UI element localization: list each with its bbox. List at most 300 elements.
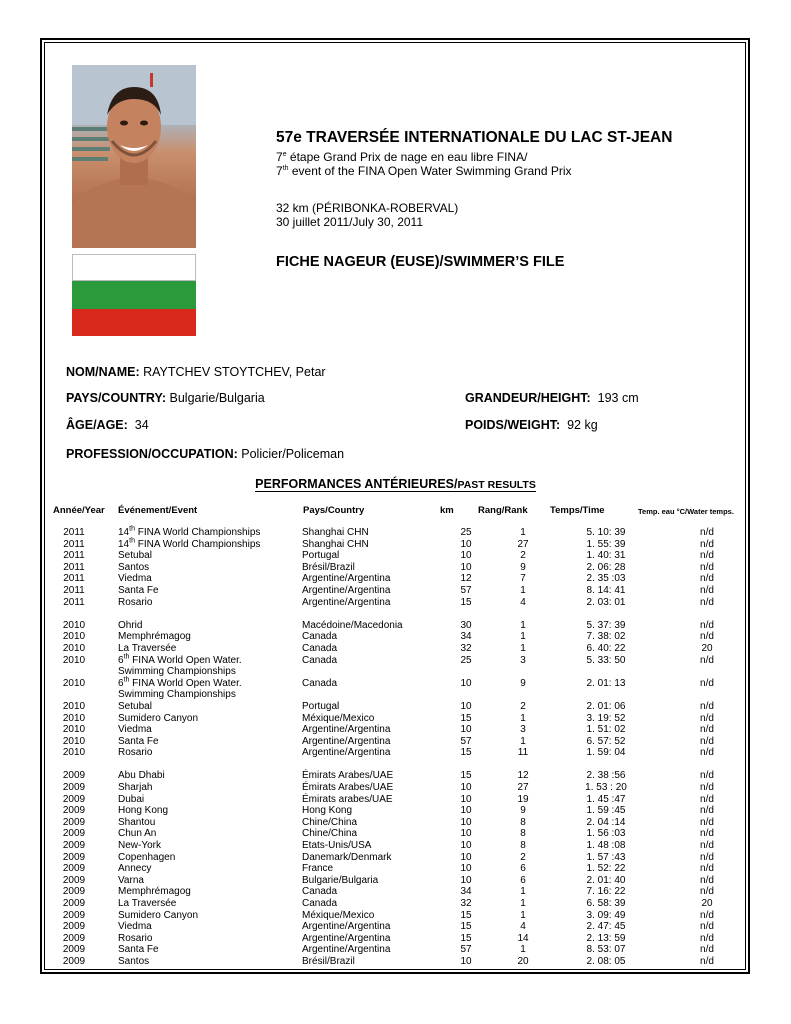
cell-country: Émirats Arabes/UAE — [302, 770, 394, 782]
cell-water-temp: n/d — [700, 527, 714, 538]
col-header-event: Événement/Event — [118, 505, 198, 516]
cell-time: 6. 58: 39 — [586, 898, 626, 909]
cell-water-temp: n/d — [700, 596, 714, 608]
cell-rank: 3 — [520, 654, 526, 666]
cell-year: 2009 — [62, 828, 86, 840]
event-title: 57e TRAVERSÉE INTERNATIONALE DU LAC ST-JEAN — [276, 129, 673, 146]
cell-time: 2. 35 :03 — [586, 573, 626, 585]
cell-time: 5. 33: 50 — [586, 654, 626, 666]
table-row — [50, 631, 764, 643]
table-row — [50, 678, 764, 701]
cell-km: 10 — [460, 677, 472, 689]
cell-country: Brésil/Brazil — [302, 955, 355, 967]
cell-event: Santos — [118, 561, 150, 573]
cell-country: Danemark/Denmark — [302, 851, 392, 863]
table-row — [50, 770, 764, 782]
cell-km: 25 — [460, 654, 472, 666]
cell-year: 2011 — [63, 573, 85, 585]
cell-rank: 2 — [520, 550, 526, 562]
bulgaria-flag — [72, 254, 196, 336]
cell-event: Memphrémagog — [118, 886, 191, 898]
cell-time: 1. 57 :43 — [586, 851, 626, 863]
cell-km: 10 — [460, 851, 472, 863]
cell-rank: 20 — [517, 955, 529, 967]
cell-time: 3. 19: 52 — [586, 712, 626, 724]
cell-water-temp: n/d — [700, 561, 714, 573]
cell-water-temp: n/d — [700, 863, 714, 875]
table-row — [50, 539, 764, 551]
cell-year: 2009 — [62, 863, 86, 875]
cell-rank: 4 — [520, 921, 526, 933]
cell-event: La Traversée — [118, 898, 177, 909]
cell-time: 2. 01: 06 — [586, 700, 626, 712]
table-row — [50, 701, 764, 713]
cell-year: 2011 — [63, 596, 85, 608]
cell-km: 10 — [460, 793, 472, 805]
cell-year: 2009 — [62, 932, 86, 944]
cell-country: Argentine/Argentina — [302, 596, 391, 608]
col-header-country: Pays/Country — [303, 505, 365, 516]
cell-country: Émirats Arabes/UAE — [302, 782, 394, 794]
table-row — [50, 585, 764, 597]
cell-event: Santos — [118, 955, 150, 967]
cell-event: Viedma — [118, 724, 152, 736]
cell-water-temp: n/d — [700, 944, 714, 956]
cell-km: 15 — [460, 747, 472, 759]
cell-rank: 14 — [517, 932, 529, 944]
cell-year: 2009 — [62, 921, 86, 933]
cell-rank: 1 — [520, 944, 526, 956]
flag-green-stripe — [72, 281, 196, 308]
table-row — [50, 620, 764, 632]
cell-time: 1. 59: 04 — [586, 747, 626, 759]
cell-rank: 1 — [520, 712, 526, 724]
cell-km: 10 — [460, 538, 472, 550]
cell-event: Abu Dhabi — [118, 770, 165, 782]
cell-rank: 27 — [517, 782, 529, 794]
cell-rank: 9 — [520, 805, 526, 817]
cell-water-temp: n/d — [700, 735, 714, 747]
col-header-water-temp: Temp. eau °C/Water temps. — [638, 507, 734, 516]
cell-time: 8. 53: 07 — [586, 944, 626, 956]
cell-water-temp: n/d — [700, 700, 714, 712]
cell-year: 2009 — [62, 851, 86, 863]
cell-rank: 1 — [520, 898, 526, 909]
col-header-rank: Rang/Rank — [478, 505, 528, 516]
event-date: 30 juillet 2011/July 30, 2011 — [276, 215, 423, 229]
table-row — [50, 852, 764, 864]
cell-water-temp: n/d — [700, 782, 714, 794]
event-subtitle-en: 7th event of the FINA Open Water Swimming Grand Prix — [276, 164, 572, 178]
cell-country: Canada — [302, 631, 338, 643]
cell-time: 7. 16: 22 — [586, 886, 626, 898]
cell-time: 2. 01: 13 — [586, 677, 626, 689]
cell-km: 34 — [460, 886, 472, 898]
cell-event: La Traversée — [118, 642, 177, 654]
cell-km: 10 — [460, 550, 472, 562]
col-header-year: Année/Year — [53, 505, 105, 516]
cell-year: 2010 — [62, 700, 86, 712]
cell-year: 2010 — [62, 712, 86, 724]
cell-km: 34 — [460, 631, 472, 643]
group-spacer — [50, 759, 764, 771]
table-row — [50, 840, 764, 852]
table-row — [50, 933, 764, 945]
cell-water-temp: n/d — [700, 874, 714, 886]
flag-white-stripe — [72, 254, 196, 281]
cell-km: 15 — [460, 770, 472, 782]
name-field: NOM/NAME: RAYTCHEV STOYTCHEV, Petar — [66, 365, 326, 379]
cell-km: 10 — [460, 863, 472, 875]
cell-country: Argentine/Argentina — [302, 735, 391, 747]
cell-time: 1. 40: 31 — [586, 550, 626, 562]
cell-event: Viedma — [118, 573, 152, 585]
cell-km: 12 — [460, 573, 472, 585]
cell-time: 5. 10: 39 — [586, 527, 626, 538]
cell-km: 32 — [460, 642, 472, 654]
cell-water-temp: n/d — [700, 550, 714, 562]
table-row — [50, 713, 764, 725]
table-row — [50, 655, 764, 678]
table-row — [50, 597, 764, 609]
cell-rank: 8 — [520, 816, 526, 828]
cell-time: 1. 45 :47 — [586, 793, 626, 805]
cell-km: 15 — [460, 932, 472, 944]
cell-event: 14th FINA World Championships — [118, 525, 261, 538]
cell-time: 8. 14: 41 — [586, 584, 626, 596]
cell-km: 10 — [460, 840, 472, 852]
cell-country: Méxique/Mexico — [302, 909, 375, 921]
cell-event: Shantou — [118, 816, 156, 828]
cell-rank: 3 — [520, 724, 526, 736]
cell-year: 2009 — [62, 909, 86, 921]
cell-country: France — [302, 863, 334, 875]
cell-water-temp: n/d — [700, 724, 714, 736]
cell-rank: 8 — [520, 840, 526, 852]
table-row — [50, 875, 764, 887]
table-row — [50, 527, 764, 539]
cell-water-temp: n/d — [700, 677, 714, 689]
cell-time: 6. 57: 52 — [586, 735, 626, 747]
cell-year: 2010 — [62, 631, 86, 643]
cell-country: Canada — [302, 677, 338, 689]
cell-time: 1. 59 :45 — [586, 805, 626, 817]
cell-time: 2. 04 :14 — [586, 816, 626, 828]
cell-event: Dubai — [118, 793, 145, 805]
table-row — [50, 956, 764, 968]
cell-country: Shanghai CHN — [302, 527, 369, 538]
cell-country: Canada — [302, 898, 338, 909]
occupation-field: PROFESSION/OCCUPATION: Policier/Policeman — [66, 447, 345, 461]
table-row — [50, 898, 764, 910]
table-row — [50, 643, 764, 655]
height-field: GRANDEUR/HEIGHT: 193 cm — [465, 391, 639, 405]
cell-country: Argentine/Argentina — [302, 584, 391, 596]
cell-year: 2009 — [62, 805, 86, 817]
cell-year: 2009 — [62, 955, 86, 967]
table-row — [50, 910, 764, 922]
cell-km: 10 — [460, 782, 472, 794]
cell-water-temp: n/d — [700, 538, 714, 550]
group-spacer — [50, 608, 764, 620]
cell-water-temp: n/d — [700, 631, 714, 643]
cell-km: 10 — [460, 816, 472, 828]
table-row — [50, 863, 764, 875]
cell-country: Hong Kong — [302, 805, 353, 817]
cell-country: Argentine/Argentina — [302, 932, 391, 944]
cell-rank: 1 — [520, 735, 526, 747]
cell-water-temp: 20 — [701, 898, 713, 909]
past-results-title: PERFORMANCES ANTÉRIEURES/PAST RESULTS — [255, 477, 536, 491]
cell-time: 5. 37: 39 — [586, 619, 626, 631]
cell-rank: 1 — [520, 584, 526, 596]
cell-km: 25 — [460, 527, 472, 538]
cell-km: 32 — [460, 898, 472, 909]
cell-year: 2009 — [62, 944, 86, 956]
cell-rank: 1 — [520, 527, 526, 538]
col-header-km: km — [440, 505, 454, 516]
cell-time: 7. 38: 02 — [586, 631, 626, 643]
cell-rank: 7 — [520, 573, 526, 585]
event-subtitle-fr: 7e étape Grand Prix de nage en eau libre FINA/ — [276, 150, 528, 164]
cell-event: New-York — [118, 840, 161, 852]
table-row — [50, 736, 764, 748]
event-distance: 32 km (PÉRIBONKA-ROBERVAL) — [276, 201, 459, 215]
cell-event: Ohrid — [118, 619, 143, 631]
cell-time: 1. 53 : 20 — [585, 782, 627, 794]
cell-time: 6. 40: 22 — [586, 642, 626, 654]
cell-rank: 2 — [520, 700, 526, 712]
cell-year: 2011 — [63, 550, 85, 562]
weight-field: POIDS/WEIGHT: 92 kg — [465, 418, 598, 432]
cell-km: 57 — [460, 584, 472, 596]
cell-water-temp: n/d — [700, 886, 714, 898]
cell-country: Argentine/Argentina — [302, 573, 391, 585]
cell-year: 2009 — [62, 816, 86, 828]
cell-year: 2009 — [62, 793, 86, 805]
table-row — [50, 805, 764, 817]
cell-km: 15 — [460, 712, 472, 724]
cell-year: 2010 — [62, 654, 86, 666]
cell-event: Chun An — [118, 828, 157, 840]
cell-country: Chine/China — [302, 816, 358, 828]
cell-country: Argentine/Argentina — [302, 921, 391, 933]
cell-km: 10 — [460, 828, 472, 840]
cell-year: 2010 — [62, 677, 86, 689]
cell-water-temp: n/d — [700, 921, 714, 933]
table-row — [50, 562, 764, 574]
cell-time: 1. 51: 02 — [586, 724, 626, 736]
cell-time: 2. 38 :56 — [586, 770, 626, 782]
cell-time: 1. 52: 22 — [586, 863, 626, 875]
cell-event: Hong Kong — [118, 805, 169, 817]
cell-km: 57 — [460, 944, 472, 956]
cell-rank: 1 — [520, 642, 526, 654]
cell-year: 2009 — [62, 770, 86, 782]
cell-year: 2010 — [62, 724, 86, 736]
cell-event: Varna — [118, 874, 144, 886]
cell-year: 2010 — [62, 747, 86, 759]
cell-rank: 8 — [520, 828, 526, 840]
swimmer-photo — [72, 65, 196, 248]
cell-event: Sumidero Canyon — [118, 712, 199, 724]
cell-year: 2010 — [62, 735, 86, 747]
cell-event: Rosario — [118, 747, 153, 759]
col-header-time: Temps/Time — [550, 505, 605, 516]
cell-country: Argentine/Argentina — [302, 944, 391, 956]
table-row — [50, 724, 764, 736]
table-row — [50, 921, 764, 933]
table-row — [50, 747, 764, 759]
cell-rank: 6 — [520, 863, 526, 875]
cell-time: 1. 48 :08 — [586, 840, 626, 852]
cell-water-temp: n/d — [700, 955, 714, 967]
cell-rank: 1 — [520, 886, 526, 898]
cell-time: 2. 47: 45 — [586, 921, 626, 933]
cell-country: Portugal — [302, 700, 340, 712]
cell-event: Setubal — [118, 700, 152, 712]
swimmer-file-title: FICHE NAGEUR (EUSE)/SWIMMER’S FILE — [276, 254, 565, 270]
cell-water-temp: n/d — [700, 573, 714, 585]
cell-country: Canada — [302, 886, 338, 898]
cell-water-temp: n/d — [700, 816, 714, 828]
cell-country: Brésil/Brazil — [302, 561, 355, 573]
cell-rank: 1 — [520, 631, 526, 643]
cell-time: 2. 03: 01 — [586, 596, 626, 608]
cell-water-temp: n/d — [700, 654, 714, 666]
cell-time: 2. 06: 28 — [586, 561, 626, 573]
cell-km: 57 — [460, 735, 472, 747]
cell-event: Santa Fe — [118, 584, 159, 596]
cell-water-temp: n/d — [700, 793, 714, 805]
cell-water-temp: n/d — [700, 851, 714, 863]
cell-year: 2011 — [63, 538, 85, 550]
cell-time: 2. 13: 59 — [586, 932, 626, 944]
table-row — [50, 886, 764, 898]
flag-red-stripe — [72, 309, 196, 336]
cell-event: Sharjah — [118, 782, 153, 794]
cell-rank: 11 — [517, 747, 529, 759]
cell-km: 15 — [460, 596, 472, 608]
age-field: ÂGE/AGE: 34 — [66, 418, 149, 432]
cell-event: Memphrémagog — [118, 631, 191, 643]
cell-year: 2009 — [62, 886, 86, 898]
cell-event: Rosario — [118, 596, 153, 608]
cell-water-temp: n/d — [700, 770, 714, 782]
cell-country: Argentine/Argentina — [302, 724, 391, 736]
cell-year: 2010 — [62, 619, 86, 631]
cell-water-temp: n/d — [700, 932, 714, 944]
cell-country: Argentine/Argentina — [302, 747, 391, 759]
table-row — [50, 944, 764, 956]
cell-year: 2009 — [62, 874, 86, 886]
table-row — [50, 573, 764, 585]
cell-event: Santa Fe — [118, 944, 159, 956]
cell-km: 10 — [460, 805, 472, 817]
cell-year: 2011 — [63, 584, 85, 596]
cell-water-temp: n/d — [700, 840, 714, 852]
table-row — [50, 794, 764, 806]
cell-year: 2009 — [62, 782, 86, 794]
cell-water-temp: n/d — [700, 909, 714, 921]
cell-event: 6th FINA World Open Water. Swimming Championships — [118, 676, 242, 701]
table-row — [50, 817, 764, 829]
cell-water-temp: n/d — [700, 828, 714, 840]
past-results-table — [50, 527, 750, 968]
cell-rank: 2 — [520, 851, 526, 863]
cell-rank: 1 — [520, 909, 526, 921]
cell-year: 2011 — [63, 527, 85, 538]
cell-country: Chine/China — [302, 828, 358, 840]
cell-event: Copenhagen — [118, 851, 176, 863]
cell-water-temp: n/d — [700, 747, 714, 759]
cell-rank: 27 — [517, 538, 529, 550]
cell-year: 2009 — [62, 840, 86, 852]
cell-country: Méxique/Mexico — [302, 712, 375, 724]
cell-event: 14th FINA World Championships — [118, 537, 261, 550]
cell-km: 10 — [460, 955, 472, 967]
cell-country: Macédoine/Macedonia — [302, 619, 403, 631]
cell-km: 15 — [460, 921, 472, 933]
cell-year: 2009 — [62, 898, 86, 909]
cell-time: 1. 56 :03 — [586, 828, 626, 840]
cell-country: Portugal — [302, 550, 340, 562]
cell-water-temp: n/d — [700, 712, 714, 724]
cell-event: Rosario — [118, 932, 153, 944]
cell-event: Sumidero Canyon — [118, 909, 199, 921]
cell-rank: 19 — [517, 793, 529, 805]
cell-rank: 1 — [520, 619, 526, 631]
country-field: PAYS/COUNTRY: Bulgarie/Bulgaria — [66, 391, 265, 405]
cell-water-temp: 20 — [701, 642, 713, 654]
cell-rank: 12 — [517, 770, 529, 782]
cell-rank: 4 — [520, 596, 526, 608]
cell-year: 2010 — [62, 642, 86, 654]
cell-km: 30 — [460, 619, 472, 631]
cell-event: Santa Fe — [118, 735, 159, 747]
cell-km: 15 — [460, 909, 472, 921]
cell-event: Setubal — [118, 550, 152, 562]
cell-event: Annecy — [118, 863, 152, 875]
table-row — [50, 782, 764, 794]
cell-water-temp: n/d — [700, 584, 714, 596]
cell-km: 10 — [460, 561, 472, 573]
table-row — [50, 828, 764, 840]
cell-time: 2. 08: 05 — [586, 955, 626, 967]
cell-rank: 9 — [520, 677, 526, 689]
table-row — [50, 550, 764, 562]
cell-country: Canada — [302, 654, 338, 666]
cell-country: Canada — [302, 642, 338, 654]
cell-country: Émirats arabes/UAE — [302, 793, 393, 805]
cell-time: 2. 01: 40 — [586, 874, 626, 886]
cell-event: Viedma — [118, 921, 152, 933]
cell-year: 2011 — [63, 561, 85, 573]
cell-country: Shanghai CHN — [302, 538, 369, 550]
cell-time: 3. 09: 49 — [586, 909, 626, 921]
cell-country: Etats-Unis/USA — [302, 840, 372, 852]
cell-km: 10 — [460, 700, 472, 712]
cell-km: 10 — [460, 874, 472, 886]
cell-rank: 6 — [520, 874, 526, 886]
cell-water-temp: n/d — [700, 805, 714, 817]
cell-time: 1. 55: 39 — [586, 538, 626, 550]
cell-km: 10 — [460, 724, 472, 736]
cell-rank: 9 — [520, 561, 526, 573]
cell-event: 6th FINA World Open Water. Swimming Championships — [118, 653, 242, 678]
cell-country: Bulgarie/Bulgaria — [302, 874, 379, 886]
cell-water-temp: n/d — [700, 619, 714, 631]
